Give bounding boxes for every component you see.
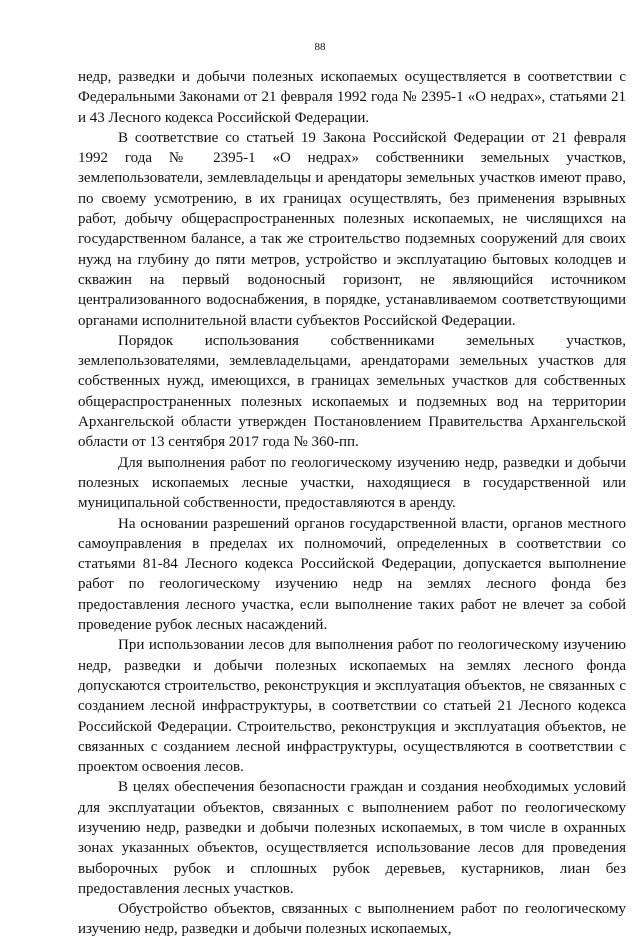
- document-body: [78, 67, 626, 940]
- paragraph: Обустройство объектов, связанных с выполнением работ по геологическому изучению недр, разведки и добычи полезных ископаемых,: [78, 901, 626, 938]
- paragraph: В соответствие со статьей 19 Закона Российской Федерации от 21 февраля 1992 года № 2395-1 «О недрах» собственники земельных участков, землепользователи, землевладельцы и арендаторы земельных участков имеют право, по своему усмотрению, в их границах осуществлять, без применения взрывных работ, добычу общераспространенных полезных ископаемых, не числящихся на государственном балансе, а так же строительство подземных сооружений для своих нужд на глубину до пяти метров, устройство и эксплуатацию бытовых колодцев и скважин на первый водоносный горизонт, не являющийся источником централизованного водоснабжения, в порядке, устанавливаемом соответствующими органами исполнительной власти субъектов Российской Федерации.: [78, 129, 626, 329]
- paragraph: В целях обеспечения безопасности граждан и создания необходимых условий для эксплуатации объектов, связанных с выполнением работ по геологическому изучению недр, разведки и добычи полезных ископаемых, в том числе в охранных зонах указанных объектов, осуществляется использование лесов для проведения выборочных рубок и сплошных рубок деревьев, кустарников, лиан без предоставления лесных участков.: [78, 779, 626, 897]
- paragraph: Порядок использования собственниками земельных участков, землепользователями, землевладельцами, арендаторами земельных участков для собственных нужд, имеющихся, в границах земельных участков для собственных общераспространенных полезных ископаемых и подземных вод на территории Архангельской области утвержден Постановлением Правительства Архангельской области от 13 сентября 2017 года № 360-пп.: [78, 332, 626, 451]
- paragraph: На основании разрешений органов государственной власти, органов местного самоуправления в пределах их полномочий, определенных в соответствии со статьями 81-84 Лесного кодекса Российской Федерации, допускается выполнение работ по геологическому изучению недр на землях лесного фонда без предоставления лесного участка, если выполнение таких работ не влечет за собой проведение рубок лесных насаждений.: [78, 515, 626, 634]
- paragraph: При использовании лесов для выполнения работ по геологическому изучению недр, разведки и добычи полезных ископаемых на землях лесного фонда допускаются строительство, реконструкция и эксплуатация объектов, не связанных с созданием лесной инфраструктуры, в соответствии со статьей 21 Лесного кодекса Российской Федерации. Строительство, реконструкция и эксплуатация объектов, не связанных с созданием лесной инфраструктуры, осуществляются в соответствии с проектом освоения лесов.: [78, 637, 626, 776]
- page-number: 88: [314, 41, 326, 53]
- paragraph-continued: недр, разведки и добычи полезных ископаемых осуществляется в соответствии с Федеральными Законами от 21 февраля 1992 года № 2395-1 «О недрах», статьями 21 и 43 Лесного кодекса Российской Федерации.: [78, 69, 626, 126]
- paragraph: Для выполнения работ по геологическому изучению недр, разведки и добычи полезных ископаемых лесные участки, находящиеся в государственной или муниципальной собственности, предоставляются в аренду.: [78, 454, 626, 512]
